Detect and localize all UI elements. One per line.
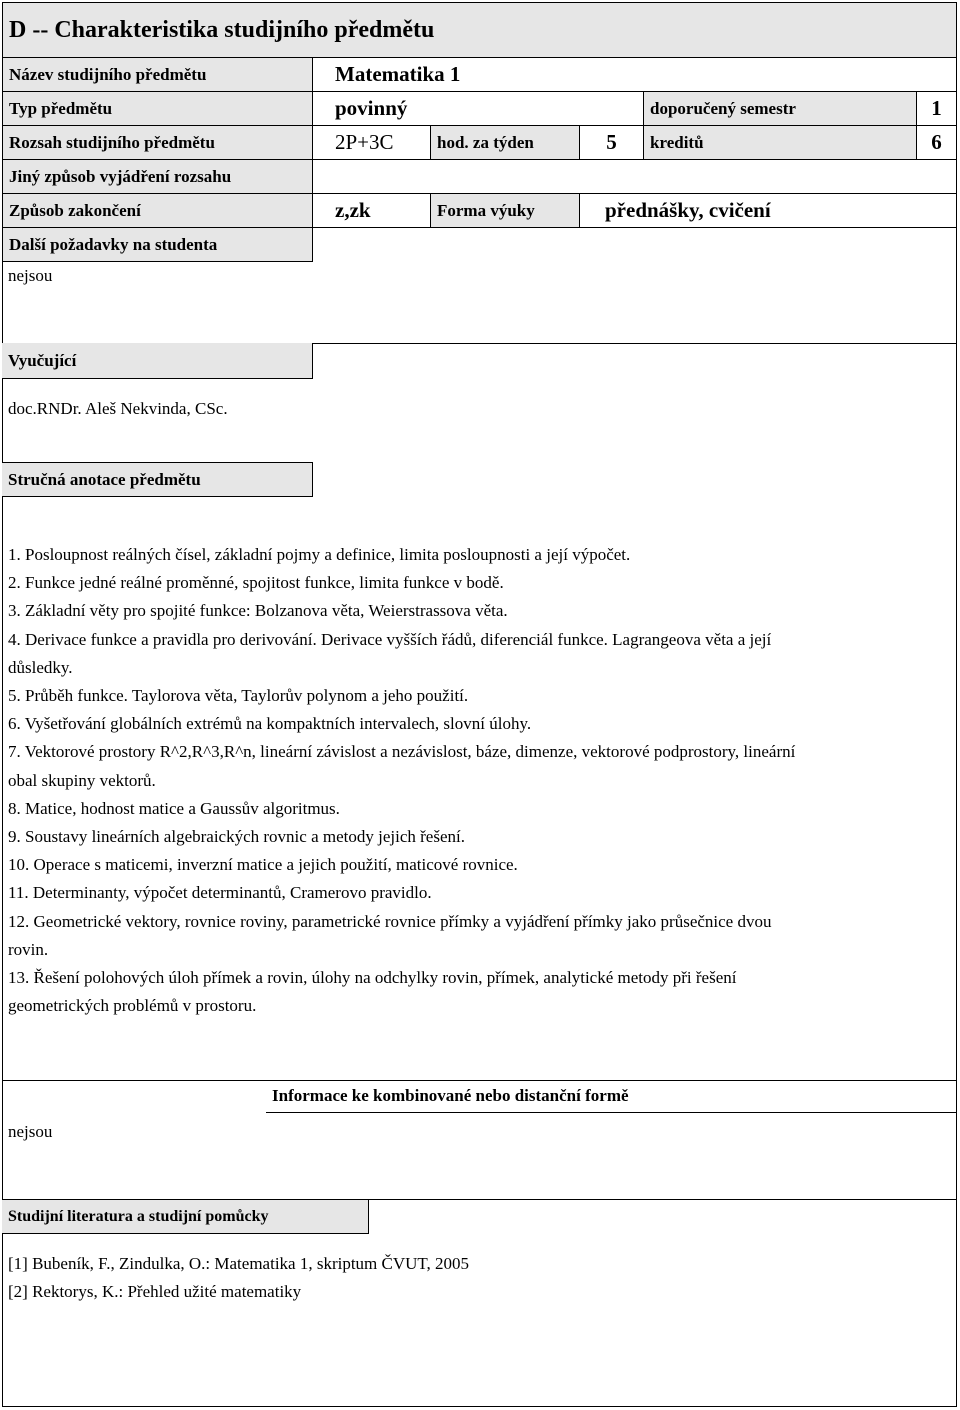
requirements-label: Další požadavky na studenta [3, 228, 312, 261]
annotation-line: 3. Základní věty pro spojité funkce: Bolzanova věta, Weierstrassova věta. [8, 601, 508, 621]
literature-item: [1] Bubeník, F., Zindulka, O.: Matematika 1, skriptum ČVUT, 2005 [8, 1254, 470, 1273]
course-name-label: Název studijního předmětu [3, 58, 312, 91]
literature-list [8, 1250, 908, 1306]
annotation-line: 13. Řešení polohových úloh přímek a rovin, úlohy na odchylky rovin, přímek, analytické metody při řešení [8, 968, 737, 988]
annotation-line: rovin. [8, 939, 49, 959]
hours-label: hod. za týden [431, 126, 579, 159]
semester-value: 1 [931, 96, 942, 120]
teaching-form-value: přednášky, cvičení [605, 198, 771, 222]
completion-label: Způsob zakončení [3, 194, 312, 227]
annotation-line: 4. Derivace funkce a pravidla pro derivování. Derivace vyšších řádů, diferenciál funkce. Lagrangeova věta a její [8, 629, 772, 649]
annotation-line: 12. Geometrické vektory, rovnice roviny, parametrické rovnice přímky a vyjádření přímky jako průsečnice dvou [8, 911, 772, 931]
requirements-value: nejsou [8, 266, 53, 285]
range-value: 2P+3C [335, 130, 394, 154]
annotation-line: 7. Vektorové prostory R^2,R^3,R^n, lineární závislost a nezávislost, báze, dimenze, vektorové podprostory, lineární [8, 742, 796, 762]
annotation-line: 8. Matice, hodnost matice a Gaussův algoritmus. [8, 798, 340, 818]
annotation-label: Stručná anotace předmětu [2, 462, 313, 497]
semester-label: doporučený semestr [644, 92, 916, 125]
credits-label: kreditů [644, 126, 916, 159]
teachers-value: doc.RNDr. Aleš Nekvinda, CSc. [8, 399, 228, 418]
annotation-line: 10. Operace s maticemi, inverzní matice a jejich použití, maticové rovnice. [8, 855, 518, 875]
credits-value: 6 [931, 130, 942, 154]
teaching-form-label: Forma výuky [431, 194, 579, 227]
annotation-line: geometrických problémů v prostoru. [8, 996, 257, 1016]
document-title: D -- Charakteristika studijního předmětu [3, 3, 956, 57]
distance-form-value: nejsou [8, 1122, 53, 1141]
other-range-label: Jiný způsob vyjádření rozsahu [3, 160, 312, 193]
annotation-line: důsledky. [8, 657, 73, 677]
annotation-line: 1. Posloupnost reálných čísel, základní pojmy a definice, limita posloupnosti a její výpočet. [8, 545, 631, 564]
distance-form-label: Informace ke kombinované nebo distanční formě [266, 1080, 957, 1113]
teachers-label: Vyučující [2, 343, 313, 379]
course-name-value: Matematika 1 [335, 62, 461, 86]
annotation-line: 2. Funkce jedné reálné proměnné, spojitost funkce, limita funkce v bodě. [8, 573, 504, 593]
annotation-line: 11. Determinanty, výpočet determinantů, Cramerovo pravidlo. [8, 883, 432, 903]
annotation-line: 6. Vyšetřování globálních extrémů na kompaktních intervalech, slovní úlohy. [8, 714, 532, 734]
literature-item: [2] Rektorys, K.: Přehled užité matematiky [8, 1282, 302, 1302]
literature-label: Studijní literatura a studijní pomůcky [2, 1199, 369, 1234]
hours-value: 5 [606, 130, 617, 154]
range-label: Rozsah studijního předmětu [3, 126, 312, 159]
annotation-line: 9. Soustavy lineárních algebraických rovnic a metody jejich řešení. [8, 827, 465, 847]
course-type-label: Typ předmětu [3, 92, 312, 125]
course-type-value: povinný [335, 96, 408, 120]
completion-value: z,zk [335, 198, 371, 222]
annotation-line: 5. Průběh funkce. Taylorova věta, Taylorův polynom a jeho použití. [8, 686, 469, 706]
annotation-line: obal skupiny vektorů. [8, 770, 156, 790]
annotation-text [8, 541, 936, 1020]
